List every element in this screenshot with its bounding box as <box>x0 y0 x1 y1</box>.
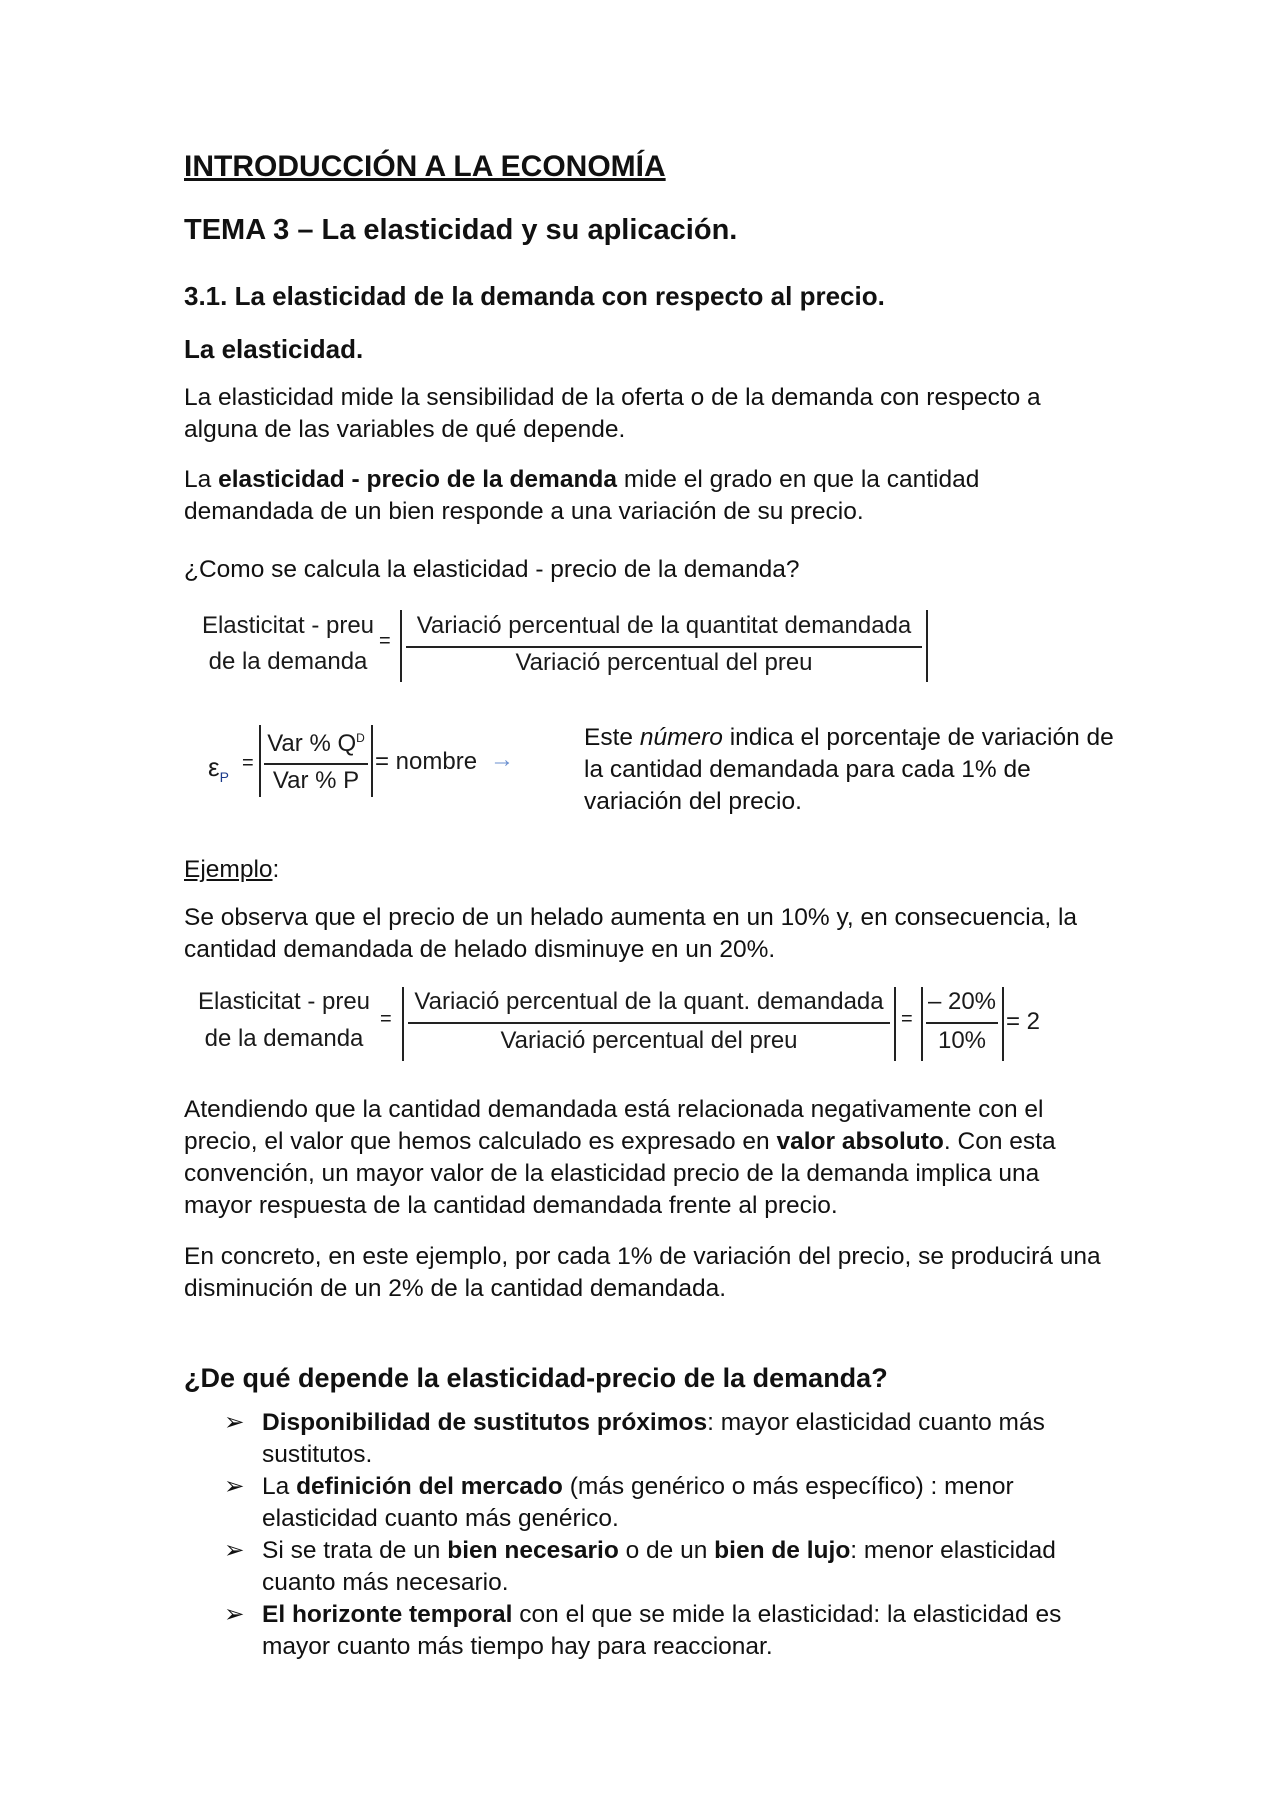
epsilon: ε <box>208 752 220 782</box>
formula-denominator: Var % P <box>272 767 360 794</box>
formula-lhs-bottom: de la demanda <box>208 648 368 675</box>
formula-lhs-top: Elasticitat - preu <box>197 988 371 1015</box>
question-text: ¿Como se calcula la elasticidad - precio de la demanda? <box>184 556 800 583</box>
text-run: Este <box>584 724 640 751</box>
list-item <box>224 1471 1114 1535</box>
formula-result: = 2 <box>1006 1008 1041 1035</box>
fraction-line <box>926 1022 998 1024</box>
formula-denominator: Variació percentual del preu <box>515 649 813 676</box>
equals-sign: = <box>901 1008 913 1030</box>
formula-result: = nombre <box>375 748 478 775</box>
determinants-list <box>224 1407 1114 1663</box>
arrow-bullet-icon: ➢ <box>224 1409 245 1436</box>
fraction-line <box>264 763 368 765</box>
example-label-text: Ejemplo <box>184 856 273 883</box>
example-label <box>184 854 1114 886</box>
paragraph-conclusion: En concreto, en este ejemplo, por cada 1% de variación del precio, se producirá una disminución de un 2% de la cantidad demandada. <box>184 1243 1101 1302</box>
text-run: Atendiendo que la cantidad demandada está relacionada negativamente con el precio, el valor que hemos calculado es expresado en <box>184 1096 1044 1155</box>
subsection-heading: La elasticidad. <box>184 334 364 364</box>
example-text: Se observa que el precio de un helado aumenta en un 10% y, en consecuencia, la cantidad demandada de helado disminuye en un 20%. <box>184 904 1078 963</box>
bold-term: valor absoluto <box>776 1128 944 1155</box>
abs-bar-right <box>1002 987 1004 1061</box>
value-numerator: – 20% <box>927 988 997 1015</box>
bold-term: bien de lujo <box>714 1537 851 1564</box>
formula-lhs-top: Elasticitat - preu <box>201 612 375 639</box>
document-title: INTRODUCCIÓN A LA ECONOMÍA <box>184 150 666 183</box>
paragraph-definition: La elasticidad mide la sensibilidad de la oferta o de la demanda con respecto a alguna de las variables de qué depende. <box>184 384 1041 443</box>
arrow-right-icon: → <box>490 746 514 773</box>
formula-denominator: Variació percentual del preu <box>500 1027 798 1054</box>
text-run: : mayor elasticidad cuanto más sustitutos. <box>262 1409 1045 1468</box>
list-item <box>224 1535 1114 1599</box>
bold-term: bien necesario <box>447 1537 619 1564</box>
text-run: indica el porcentaje de variación de la cantidad demandada para cada 1% de variación del precio. <box>584 724 1114 815</box>
epsilon-subscript: P <box>219 769 229 786</box>
formula-numerator: Variació percentual de la quantitat demandada <box>416 612 912 639</box>
text-run: . Con esta convención, un mayor valor de la elasticidad precio de la demanda implica una mayor respuesta de la cantidad demandada frente al precio. <box>184 1128 1056 1219</box>
formula-numerator: Variació percentual de la quant. demandada <box>414 988 884 1015</box>
text-run: Si se trata de un <box>262 1537 448 1564</box>
text-run: La <box>262 1473 297 1500</box>
list-item <box>224 1407 1114 1471</box>
text-run: o de un <box>618 1537 715 1564</box>
equals-sign: = <box>379 630 391 652</box>
text-run: La <box>184 466 219 493</box>
formula-lhs-bottom: de la demanda <box>204 1025 364 1052</box>
abs-bar-right <box>371 725 373 797</box>
equals-sign: = <box>242 752 254 774</box>
bold-term: El horizonte temporal <box>262 1601 513 1628</box>
fraction-line <box>406 646 922 648</box>
equals-sign: = <box>380 1008 392 1030</box>
paragraph-absolute-value <box>184 1094 1114 1222</box>
epsilon-symbol <box>208 752 229 785</box>
arrow-bullet-icon: ➢ <box>224 1473 245 1500</box>
arrow-bullet-icon: ➢ <box>224 1537 245 1564</box>
numerator-superscript: D <box>356 731 365 745</box>
example-colon: : <box>272 856 280 883</box>
text-run: con el que se mide la elasticidad: la elasticidad es mayor cuanto más tiempo hay para reaccionar. <box>262 1601 1062 1660</box>
value-denominator: 10% <box>937 1027 987 1054</box>
number-explanation <box>584 722 1114 818</box>
text-run: (más genérico o más específico) : menor elasticidad cuanto más genérico. <box>262 1473 1014 1532</box>
abs-bar-right <box>894 987 896 1061</box>
fraction-line <box>408 1022 890 1024</box>
text-run: : menor elasticidad cuanto más necesario. <box>262 1537 1056 1596</box>
paragraph-price-elasticity <box>184 464 1114 528</box>
list-item <box>224 1599 1114 1663</box>
bold-term: definición del mercado <box>296 1473 563 1500</box>
italic-term: número <box>639 724 723 751</box>
bold-term: elasticidad - precio de la demanda <box>218 466 618 493</box>
topic-title: TEMA 3 – La elasticidad y su aplicación. <box>184 214 738 246</box>
determinants-heading: ¿De qué depende la elasticidad-precio de la demanda? <box>184 1363 888 1393</box>
formula-numerator <box>261 730 371 758</box>
text-run: mide el grado en que la cantidad demandada de un bien responde a una variación de su precio. <box>184 466 980 525</box>
abs-bar-left <box>400 610 402 682</box>
bold-term: Disponibilidad de sustitutos próximos <box>262 1409 708 1436</box>
arrow-bullet-icon: ➢ <box>224 1601 245 1628</box>
section-heading: 3.1. La elasticidad de la demanda con respecto al precio. <box>184 281 885 311</box>
abs-bar-right <box>926 610 928 682</box>
numerator-text: Var % Q <box>267 730 357 757</box>
